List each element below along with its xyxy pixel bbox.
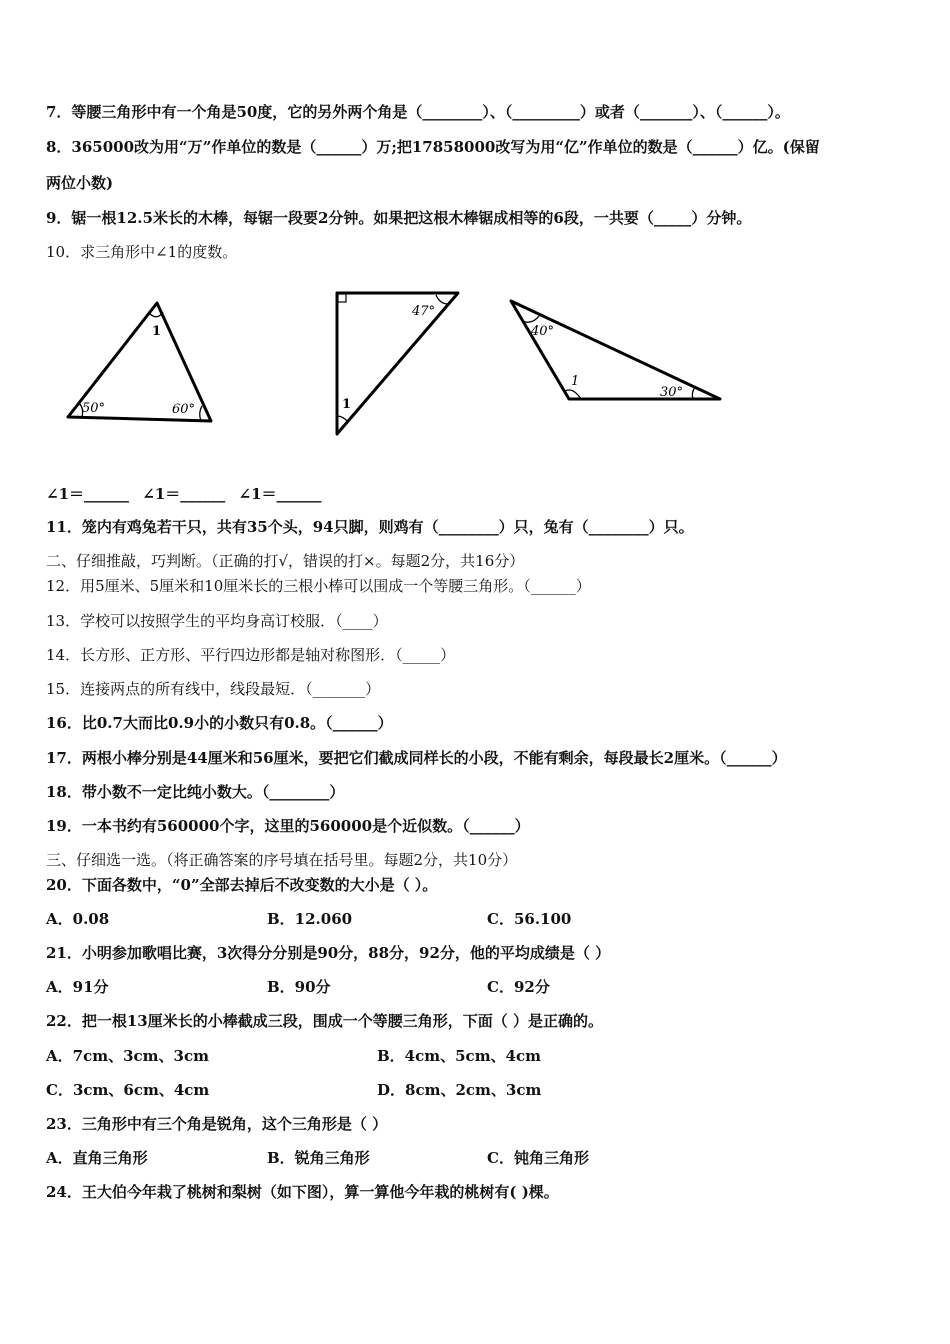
question-8: 8．365000改为用“万”作单位的数是（______）万;把17858000改写为用“亿”作单位的数是（______）亿。(保留 [46, 138, 820, 156]
question-11: 11．笼内有鸡兔若干只，共有35个头，94只脚，则鸡有（________）只，兔有（________）只。 [46, 518, 694, 536]
question-14: 14．长方形、正方形、平行四边形都是轴对称图形．（_____） [46, 646, 456, 664]
angle-answer-1[interactable]: ∠1＝______ [46, 485, 130, 503]
section-2-heading: 二、仔细推敲，巧判断。（正确的打√，错误的打×。每题2分，共16分） [46, 552, 525, 570]
question-13: 13．学校可以按照学生的平均身高订校服．（____） [46, 612, 388, 630]
q20-option-a[interactable]: A．0.08 [46, 910, 110, 928]
question-9: 9．锯一根12.5米长的木棒，每锯一段要2分钟。如果把这根木棒锯成相等的6段，一共要（_____）分钟。 [46, 209, 752, 227]
q23-option-b[interactable]: B．锐角三角形 [267, 1149, 370, 1167]
question-24: 24．王大伯今年栽了桃树和梨树（如下图），算一算他今年栽的桃树有( )棵。 [46, 1183, 559, 1201]
triangle-figure-2 [328, 288, 468, 440]
q21-option-a[interactable]: A．91分 [46, 978, 109, 996]
question-16: 16．比0.7大而比0.9小的小数只有0.8。（______） [46, 714, 393, 732]
q20-option-c[interactable]: C．56.100 [487, 910, 572, 928]
tri1-right-label: 60° [172, 402, 196, 417]
q21-option-c[interactable]: C．92分 [487, 978, 550, 996]
question-23: 23．三角形中有三个角是锐角，这个三角形是（ ） [46, 1115, 388, 1133]
q22-option-d[interactable]: D．8cm、2cm、3cm [377, 1081, 542, 1099]
angle-answer-2[interactable]: ∠1＝______ [142, 485, 226, 503]
angle-answer-blanks [46, 483, 330, 504]
question-18: 18．带小数不一定比纯小数大。（________） [46, 783, 345, 801]
question-8-cont: 两位小数) [46, 174, 114, 192]
angle-answer-3[interactable]: ∠1＝______ [238, 485, 322, 503]
tri3-middle-label: 1 [571, 374, 580, 389]
tri1-left-label: 50° [82, 401, 106, 416]
tri2-bottom-label: 1 [342, 397, 352, 412]
q22-option-b[interactable]: B．4cm、5cm、4cm [377, 1047, 542, 1065]
triangle-figure-3 [505, 295, 727, 407]
tri3-left-label: 40° [531, 324, 555, 339]
question-22: 22．把一根13厘米长的小棒截成三段，围成一个等腰三角形，下面（ ）是正确的。 [46, 1012, 603, 1030]
triangle-figure-1 [60, 295, 220, 430]
tri2-top-label: 47° [412, 304, 436, 319]
question-20: 20．下面各数中，“0”全部去掉后不改变数的大小是（ ）。 [46, 876, 438, 894]
question-7: 7．等腰三角形中有一个角是50度，它的另外两个角是（________）、（_________）或者（_______）、（______）。 [46, 103, 790, 121]
q22-option-c[interactable]: C．3cm、6cm、4cm [46, 1081, 210, 1099]
question-17: 17．两根小棒分别是44厘米和56厘米，要把它们截成同样长的小段，不能有剩余，每段最长2厘米。（______） [46, 749, 787, 767]
q23-option-c[interactable]: C．钝角三角形 [487, 1149, 589, 1167]
section-3-heading: 三、仔细选一选。（将正确答案的序号填在括号里。每题2分，共10分） [46, 851, 518, 869]
q20-option-b[interactable]: B．12.060 [267, 910, 353, 928]
question-12: 12．用5厘米、5厘米和10厘米长的三根小棒可以围成一个等腰三角形。（______） [46, 577, 591, 595]
question-15: 15．连接两点的所有线中，线段最短．（_______） [46, 680, 381, 698]
question-10: 10．求三角形中∠1的度数。 [46, 243, 238, 261]
q21-option-b[interactable]: B．90分 [267, 978, 331, 996]
question-19: 19．一本书约有560000个字，这里的560000是个近似数。（______） [46, 817, 530, 835]
q23-option-a[interactable]: A．直角三角形 [46, 1149, 148, 1167]
question-21: 21．小明参加歌唱比赛，3次得分分别是90分，88分，92分，他的平均成绩是（ ） [46, 944, 611, 962]
tri3-right-label: 30° [660, 385, 684, 400]
tri1-top-label: 1 [152, 324, 162, 339]
q22-option-a[interactable]: A．7cm、3cm、3cm [46, 1047, 209, 1065]
